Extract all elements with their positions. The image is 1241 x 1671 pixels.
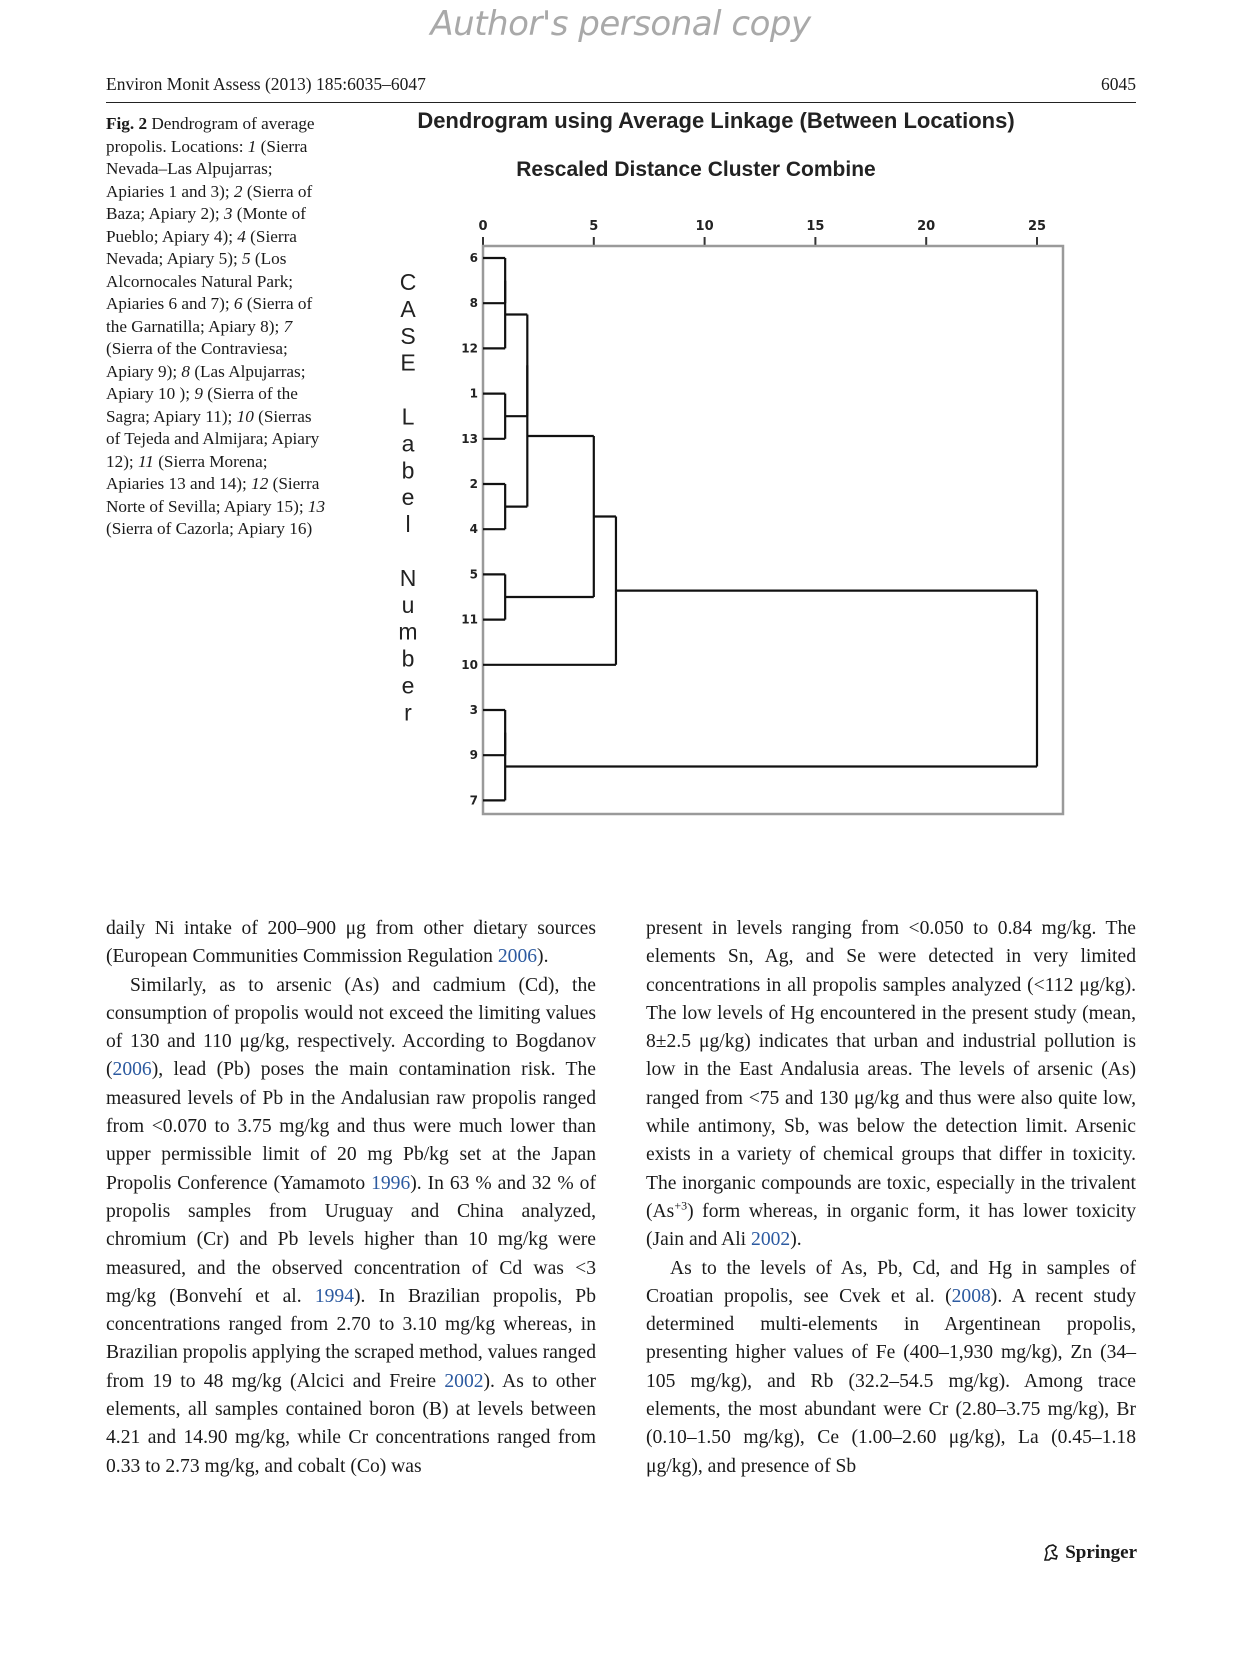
caption-location-number: 5 [242,249,251,268]
y-axis-label-letter: l [405,511,411,538]
caption-location-number: 7 [283,316,293,336]
text-run: ). [537,946,549,968]
paragraph [106,972,596,1481]
text-run: ). [790,1229,802,1251]
leaf-label: 2 [469,477,478,491]
x-tick-label: 5 [589,219,599,234]
left-column-text [106,915,596,1481]
x-axis-ticks [478,219,1046,247]
y-axis-label [398,269,417,725]
caption-location-text: (Sierras of Tejeda and Almijara; Apiary 12); [106,406,320,471]
caption-location-text: (Sierra Morena; Apiaries 13 and 14); [106,451,268,493]
watermark: Author's personal copy [430,4,811,44]
caption-location-text: (Sierra of the Contraviesa; Apiary 9); [106,339,288,381]
superscript: +3 [674,1198,688,1213]
y-axis-label-letter: b [401,457,415,484]
leaf-label: 10 [461,657,478,672]
leaf-label: 3 [469,703,478,717]
y-axis-label-letter: a [401,430,415,457]
y-axis-label-letter: E [400,349,416,376]
text-run: As to the levels of As, Pb, Cd, and Hg in samples of Croatian propolis, see Cvek et al. ( [646,1257,1136,1307]
caption-location-text: (Sierra of the Sagra; Apiary 11); [106,384,298,426]
text-run: ) form whereas, in organic form, it has lower toxicity (Jain and Ali [646,1200,1136,1251]
x-tick-label: 10 [695,219,714,234]
x-tick-label: 15 [806,219,825,234]
figure-label: Fig. 2 [106,114,148,133]
citation-link[interactable]: 1994 [314,1285,354,1307]
plot-frame [483,246,1063,814]
leaf-label: 7 [469,793,478,808]
caption-location-text: (Sierra Nevada–Las Alpujarras; Apiaries 1 and 3); [106,136,308,201]
text-run: ). As to other elements, all samples contained boron (B) at levels between 4.21 and 14.90 mg/kg, while Cr concentrations ranged from 0.33 to 2.73 mg/kg, and cobalt (Co) was [106,1370,596,1477]
journal-citation: Environ Monit Assess (2013) 185:6035–6047 [106,74,426,94]
citation-link[interactable]: 2006 [112,1059,152,1081]
y-axis-label-letter: m [398,618,418,645]
caption-location-number: 2 [233,181,243,201]
y-axis-label-letter: L [401,403,415,430]
y-axis-label-letter: b [401,645,415,672]
chart-subtitle: Rescaled Distance Cluster Combine [516,158,876,181]
caption-location-number: 1 [247,136,257,156]
caption-location-number: 8 [181,361,191,381]
y-axis-label-letter: C [399,269,417,295]
publisher-mark [1041,1542,1137,1564]
citation-link[interactable]: 2006 [497,946,538,968]
y-axis-label-letter: r [404,699,412,726]
leaf-label: 11 [461,612,478,627]
x-tick-label: 0 [478,219,488,234]
running-head [106,72,1136,103]
caption-location-text: (Los Alcornocales Natural Park; Apiaries 6 and 7); [106,249,294,313]
caption-location-number: 10 [236,406,254,426]
page-number: 6045 [1101,74,1136,94]
leaf-label: 4 [469,522,478,537]
text-run: ). A recent study determined multi-elements in Argentinean propolis, presenting higher values of Fe (400–1,930 mg/kg), Zn (34–105 mg/kg), and Rb (32.2–54.5 mg/kg). Among trace elements, the most abundant were Cr (2.80–3.75 mg/kg), Br (0.10–1.50 mg/kg), Ce (1.00–2.60 μg/kg), La (0.45–1.18 μg/kg), and presence of Sb [646,1285,1136,1477]
caption-location-text: (Monte of Pueblo; Apiary 4); [106,204,306,246]
caption-location-text: (Sierra Norte of Sevilla; Apiary 15); [106,474,320,516]
text-run: ). In Brazilian propolis, Pb concentrations ranged from 2.70 to 3.10 mg/kg whereas, in Brazilian propolis applying the scraped method, values ranged from 19 to 48 mg/kg (Alcici and Freire [106,1285,596,1392]
chart-title: Dendrogram using Average Linkage (Between Locations) [417,108,1015,133]
caption-location-text: (Sierra of Cazorla; Apiary 16) [106,519,313,538]
citation-link[interactable]: 2008 [951,1285,991,1307]
caption-location-number: 4 [237,226,246,246]
text-run: ), lead (Pb) poses the main contamination risk. The measured levels of Pb in the Andalusian raw propolis ranged from <0.070 to 3.75 mg/kg and thus were much lower than upper permissible limit of 20 mg Pb/kg set at the Japan Propolis Conference (Yamamoto [106,1059,596,1194]
caption-location-number: 9 [194,384,203,403]
text-run: Similarly, as to arsenic (As) and cadmium (Cd), the consumption of propolis would not exceed the limiting values of 130 and 110 μg/kg, respectively. According to Bogdanov ( [106,974,596,1081]
caption-location-number: 11 [137,451,154,471]
caption-location-number: 13 [307,496,326,516]
paragraph [106,915,596,972]
caption-location-text: (Sierra Nevada; Apiary 5); [106,226,297,268]
y-axis-label-letter: N [399,564,417,591]
y-axis-label-letter: A [400,295,416,322]
paragraph [646,1255,1136,1481]
dendrogram-figure [380,100,1080,830]
caption-intro: Dendrogram of average propolis. Locations: [106,114,315,156]
caption-location-number: 6 [233,294,243,313]
right-column-text [646,915,1136,1481]
caption-location-text: (Las Alpujarras; Apiary 10 ); [106,361,306,403]
y-axis-label-letter: e [401,672,415,699]
citation-link[interactable]: 2002 [751,1229,791,1251]
y-axis-label-letter: e [401,484,415,511]
springer-horse-icon [1041,1543,1061,1563]
caption-location-number: 3 [223,204,233,223]
x-tick-label: 20 [917,219,936,234]
y-axis-label-letter: S [400,322,416,349]
paragraph [646,915,1136,1255]
text-run: present in levels ranging from <0.050 to 0.84 mg/kg. The elements Sn, Ag, and Se were detected in very limited concentrations in all propolis samples analyzed (<112 μg/kg). The low levels of Hg encountered in the present study (mean, 8±2.5 μg/kg) indicates that urban and industrial pollution is low in the East Andalusia areas. The levels of arsenic (As) ranged from <75 and 130 μg/kg and thus were also quite low, while antimony, Sb, was below the detection limit. Arsenic exists in a variety of chemical groups that differ in toxicity. The inorganic compounds are toxic, especially in the trivalent (As [646,918,1136,1222]
leaf-label: 1 [469,386,478,401]
caption-location-text: (Sierra of Baza; Apiary 2); [106,181,313,223]
text-run: daily Ni intake of 200–900 μg from other dietary sources (European Communities Commission Regulation [106,918,596,968]
publisher-name: Springer [1065,1542,1137,1563]
dendrogram-tree [483,258,1037,800]
leaf-label: 9 [469,748,478,763]
leaf-label: 12 [461,341,478,356]
citation-link[interactable]: 1996 [371,1172,411,1194]
leaf-label: 8 [469,296,478,311]
x-tick-label: 25 [1027,219,1047,234]
citation-link[interactable]: 2002 [444,1370,484,1392]
caption-entries [106,137,325,539]
caption-location-text: (Sierra of the Garnatilla; Apiary 8); [106,294,313,336]
text-run: ). In 63 % and 32 % of propolis samples from Uruguay and China analyzed, chromium (Cr) and Pb levels higher than 10 mg/kg were measured, and the observed concentration of Cd was <3 mg/kg (Bonvehí et al. [106,1172,596,1307]
leaf-label: 5 [469,567,478,582]
leaf-label: 6 [469,251,478,265]
leaf-label: 13 [461,431,478,446]
caption-location-number: 12 [251,474,269,493]
y-axis-label-letter: u [401,591,415,618]
leaf-labels [461,251,478,807]
figure-caption [106,113,328,541]
